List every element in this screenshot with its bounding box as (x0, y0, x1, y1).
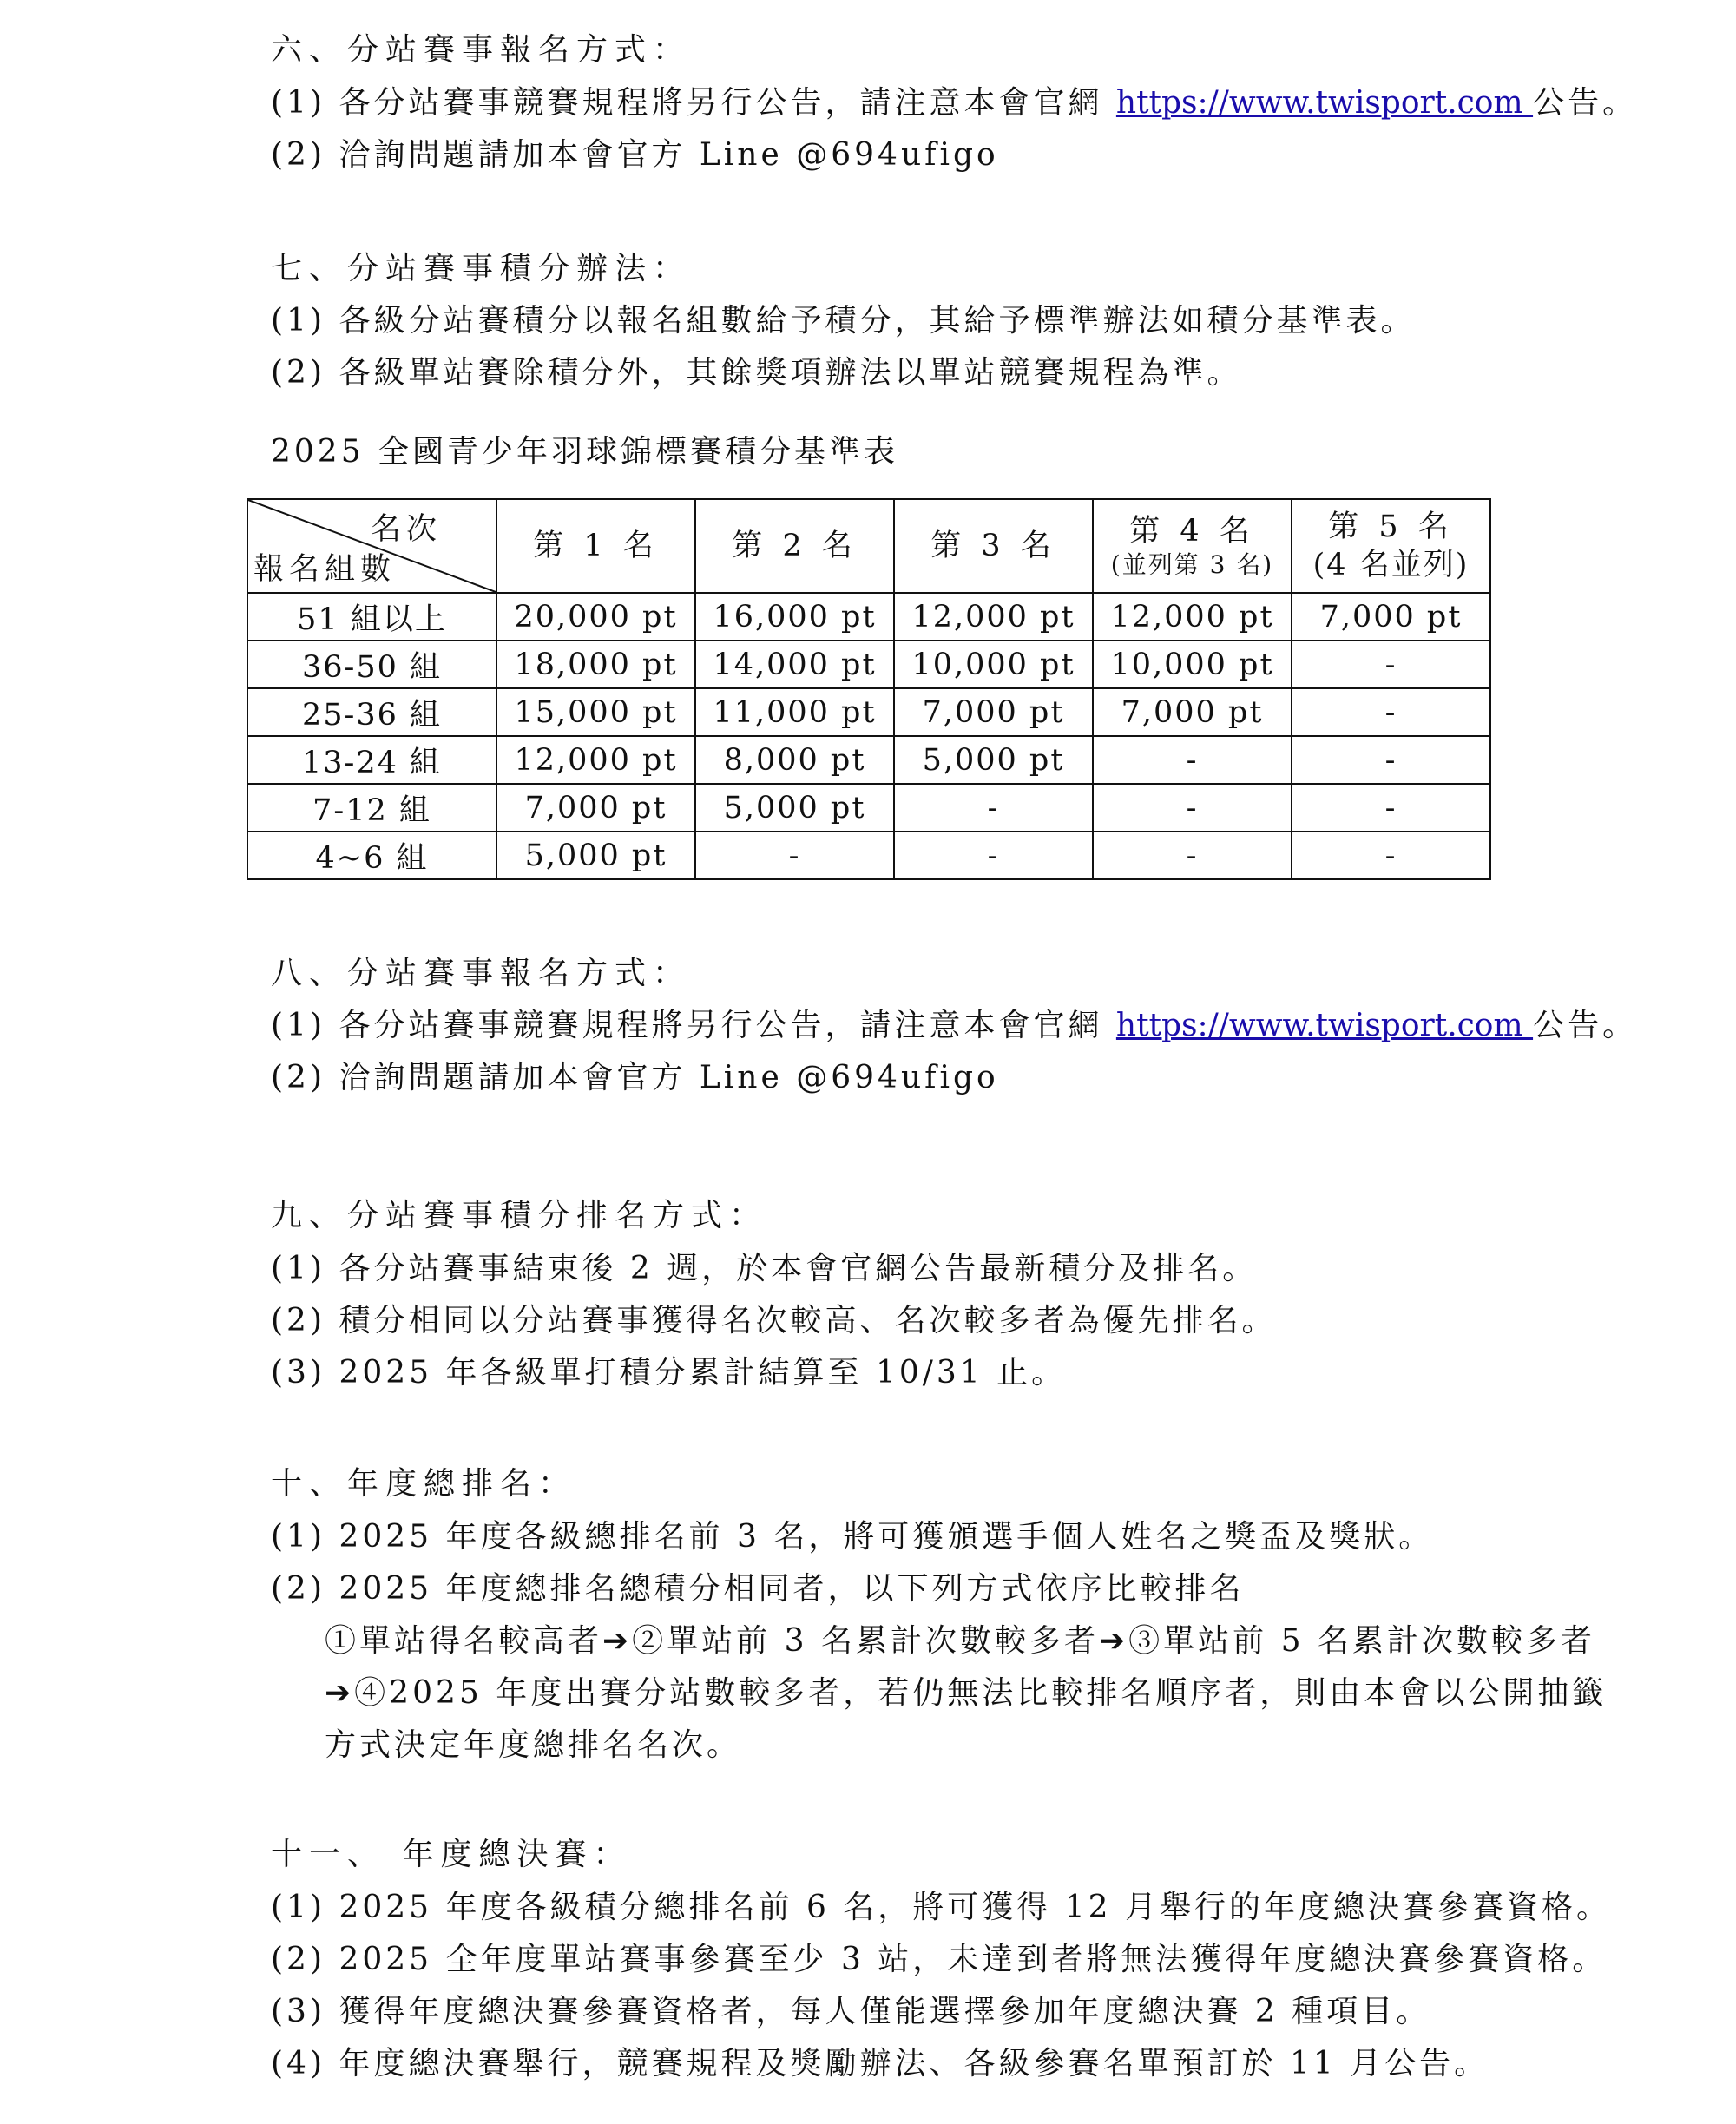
points-table (247, 498, 1491, 880)
section-8-heading: 八、分站賽事報名方式： (271, 956, 692, 991)
section-10-item-2: (2) 2025 年度總排名總積分相同者，以下列方式依序比較排名 (271, 1571, 1245, 1607)
section-7-heading: 七、分站賽事積分辦法： (271, 251, 692, 286)
section-9-item-2: (2) 積分相同以分站賽事獲得名次較高、名次較多者為優先排名。 (271, 1303, 1277, 1338)
header-rank-2 (695, 499, 894, 593)
table-cell: - (1093, 832, 1292, 879)
section-10-tiebreak-line-1: ①單站得名較高者➔②單站前 3 名累計次數較多者➔③單站前 5 名累計次數較多者 (325, 1623, 1595, 1659)
row-group-label: 13-24 組 (247, 736, 496, 784)
row-group-label: 25-36 組 (247, 688, 496, 736)
table-row (247, 784, 1490, 832)
table-cell: - (894, 832, 1093, 879)
section-9-item-1: (1) 各分站賽事結束後 2 週，於本會官網公告最新積分及排名。 (271, 1251, 1258, 1286)
section-9-heading: 九、分站賽事積分排名方式： (271, 1198, 768, 1233)
header-rank-2-label: 第 2 名 (732, 529, 858, 563)
table-cell: - (695, 832, 894, 879)
table-cell: 20,000 pt (496, 593, 695, 641)
official-website-link[interactable]: https://www.twisport.com (1115, 85, 1534, 121)
table-cell: - (1292, 688, 1490, 736)
header-rank-5-note: (4 名並列) (1312, 548, 1470, 582)
row-group-label: 36-50 組 (247, 641, 496, 688)
header-rank-5-label: 第 5 名 (1328, 510, 1454, 544)
section-11-item-4: (4) 年度總決賽舉行，競賽規程及獎勵辦法、各級參賽名單預訂於 11 月公告。 (271, 2046, 1489, 2081)
section-6-item-1-suffix: 公告。 (1533, 85, 1638, 121)
row-group-label: 4~6 組 (247, 832, 496, 879)
section-10-tiebreak-line-2: ➔④2025 年度出賽分站數較多者，若仍無法比較排名順序者，則由本會以公開抽籤 (325, 1675, 1608, 1711)
table-row (247, 641, 1490, 688)
table-cell: 7,000 pt (496, 784, 695, 832)
section-7-item-2: (2) 各級單站賽除積分外，其餘獎項辦法以單站競賽規程為準。 (271, 355, 1242, 391)
section-10-item-1: (1) 2025 年度各級總排名前 3 名，將可獲頒選手個人姓名之獎盃及獎狀。 (271, 1519, 1434, 1555)
section-10-heading: 十、年度總排名： (271, 1466, 577, 1502)
header-rank-3-label: 第 3 名 (930, 529, 1056, 563)
corner-group-label: 報名組數 (253, 552, 397, 587)
table-cell: - (1093, 784, 1292, 832)
header-rank-4-note: (並列第 3 名) (1110, 550, 1274, 579)
header-rank-1 (496, 499, 695, 593)
table-cell: 12,000 pt (894, 593, 1093, 641)
section-10-tiebreak-line-3: 方式決定年度總排名名次。 (325, 1727, 742, 1763)
section-11-heading: 十一、 年度總決賽： (271, 1837, 632, 1872)
table-cell: 16,000 pt (695, 593, 894, 641)
table-row (247, 832, 1490, 879)
header-rank-4 (1093, 499, 1292, 593)
section-8-item-2: (2) 洽詢問題請加本會官方 Line @694ufigo (271, 1060, 999, 1095)
table-cell: - (1292, 736, 1490, 784)
section-6-heading: 六、分站賽事報名方式： (271, 32, 692, 68)
table-cell: - (894, 784, 1093, 832)
section-11-item-3: (3) 獲得年度總決賽參賽資格者，每人僅能選擇參加年度總決賽 2 種項目。 (271, 1994, 1431, 2029)
table-cell: 11,000 pt (695, 688, 894, 736)
header-rank-3 (894, 499, 1093, 593)
table-cell: 5,000 pt (894, 736, 1093, 784)
header-rank-4-label: 第 4 名 (1129, 514, 1255, 549)
table-row (247, 593, 1490, 641)
section-7-item-1: (1) 各級分站賽積分以報名組數給予積分，其給予標準辦法如積分基準表。 (271, 303, 1416, 339)
section-8-item-1 (271, 1005, 1637, 1047)
points-table-header-row (247, 499, 1490, 593)
table-cell: - (1292, 832, 1490, 879)
table-cell: 7,000 pt (894, 688, 1093, 736)
section-8-item-1-suffix: 公告。 (1533, 1008, 1638, 1043)
row-group-label: 51 組以上 (247, 593, 496, 641)
table-cell: 5,000 pt (695, 784, 894, 832)
table-row (247, 688, 1490, 736)
table-cell: - (1292, 641, 1490, 688)
section-11-item-1: (1) 2025 年度各級積分總排名前 6 名，將可獲得 12 月舉行的年度總決賽參賽資格。 (271, 1890, 1611, 1925)
section-8-item-1-text: (1) 各分站賽事競賽規程將另行公告，請注意本會官網 (271, 1008, 1116, 1043)
table-cell: 8,000 pt (695, 736, 894, 784)
table-cell: - (1292, 784, 1490, 832)
corner-rank-label: 名次 (370, 512, 442, 547)
table-row (247, 736, 1490, 784)
table-cell: 15,000 pt (496, 688, 695, 736)
table-cell: 12,000 pt (1093, 593, 1292, 641)
table-cell: 7,000 pt (1292, 593, 1490, 641)
row-group-label: 7-12 組 (247, 784, 496, 832)
table-cell: 7,000 pt (1093, 688, 1292, 736)
table-cell: 10,000 pt (894, 641, 1093, 688)
table-cell: 18,000 pt (496, 641, 695, 688)
table-cell: 12,000 pt (496, 736, 695, 784)
table-cell: - (1093, 736, 1292, 784)
section-9-item-3: (3) 2025 年各級單打積分累計結算至 10/31 止。 (271, 1355, 1067, 1391)
official-website-link[interactable]: https://www.twisport.com (1115, 1008, 1534, 1043)
section-6-item-1 (271, 82, 1637, 124)
header-rank-5 (1292, 499, 1490, 593)
table-cell: 5,000 pt (496, 832, 695, 879)
section-11-item-2: (2) 2025 全年度單站賽事參賽至少 3 站，未達到者將無法獲得年度總決賽參賽資格。 (271, 1942, 1608, 1977)
header-rank-1-label: 第 1 名 (533, 529, 659, 563)
section-6-item-1-text: (1) 各分站賽事競賽規程將另行公告，請注意本會官網 (271, 85, 1116, 121)
table-cell: 10,000 pt (1093, 641, 1292, 688)
table-cell: 14,000 pt (695, 641, 894, 688)
section-6-item-2: (2) 洽詢問題請加本會官方 Line @694ufigo (271, 137, 999, 173)
table-corner-cell (247, 499, 496, 593)
points-table-caption: 2025 全國青少年羽球錦標賽積分基準表 (271, 434, 899, 470)
